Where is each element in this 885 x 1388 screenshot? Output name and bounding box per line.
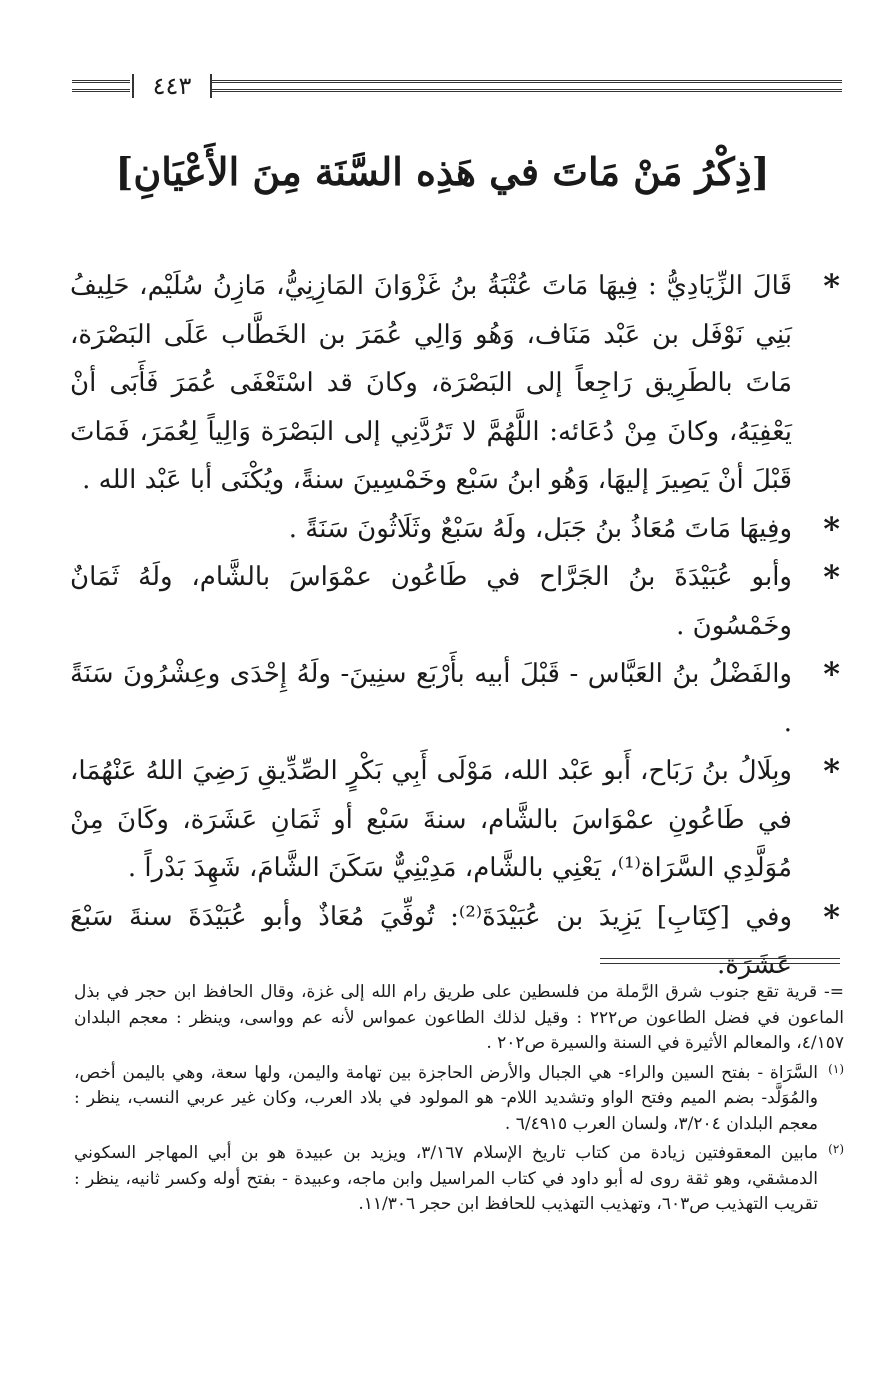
paragraph (70, 650, 840, 747)
paragraph-text: والفَضْلُ بنُ العَبَّاس - قَبْلَ أبيه بأَرْبَع سنِينَ- ولَهُ إِحْدَى وعِشْرُونَ سَنَةً . (70, 659, 792, 738)
paragraph-text: وفي [كِتَابِ] يَزِيدَ بن عُبَيْدَةَ⁽²⁾: تُوفِّيَ مُعَاذٌ وأبو عُبَيْدَةَ سنةَ سَبْعَ عَشَرَة. (70, 901, 792, 980)
asterisk-marker: * (823, 509, 840, 548)
header-rule-right (210, 80, 842, 92)
paragraph (70, 893, 840, 990)
footnote (74, 1141, 844, 1218)
asterisk-marker: * (823, 267, 840, 305)
footnote (74, 980, 844, 1057)
footnote-text: =- قرية تقع جنوب شرق الرَّملة من فلسطين على طريق رام الله إلى غزة، وقال الحافظ ابن حجر في بذل الماعون في فضل الطاعون ص٢٢٢ : وقيل لذلك الطاعون عمواس لأنه عم وواسى، وينظر : معجم البلدان ٤/١٥٧، والمعالم الأثيرة في السنة والسيرة ص٢٠٢ . (74, 982, 844, 1053)
section-title: [ذِكْرُ مَنْ مَاتَ في هَذِه السَّنَة مِنَ الأَعْيَانِ] (115, 149, 770, 194)
paragraph (70, 505, 840, 554)
footnote-separator (600, 958, 840, 959)
paragraph (70, 262, 840, 505)
asterisk-marker: * (823, 752, 840, 790)
footnote-separator (600, 963, 840, 964)
header-rule-left (72, 80, 130, 92)
paragraph (70, 747, 840, 893)
paragraph-text: وبِلَالُ بنُ رَبَاح، أَبو عَبْد الله، مَوْلَى أَبِي بَكْرٍ الصِّدِّيقِ رَضِيَ اللهُ عَنْهُمَا، في طَاعُونِ عمْوَاسَ بالشَّام، سنةَ سَبْع أو ثَمَانِ عَشَرَة، وكَانَ مِنْ مُوَلَّدِي السَّرَاة⁽¹⁾، يَعْنِي بالشَّام، مَدِيْنِيٌّ سَكَنَ الشَّامَ، شَهِدَ بَدْراً . (70, 756, 792, 883)
asterisk-marker: * (823, 897, 840, 936)
footnote (74, 1061, 844, 1138)
asterisk-marker: * (823, 558, 840, 596)
page-number: ٤٤٣ (152, 72, 192, 100)
paragraph (70, 553, 840, 650)
footnotes (74, 980, 844, 1222)
paragraph-text: وأبو عُبَيْدَةَ بنُ الجَرَّاح في طَاعُون عمْوَاسَ بالشَّام، ولَهُ ثَمَانٌ وخَمْسُونَ . (70, 562, 792, 641)
footnote-text: مابين المعقوفتين زيادة من كتاب تاريخ الإسلام ٣/١٦٧، ويزيد بن عبيدة هو بن أبي المهاجر السكوني الدمشقي، وهو ثقة روى له أبو داود في كتاب المراسيل وابن ماجه، وعبيدة - بفتح أوله وكسر ثانيه، ينظر : تقريب التهذيب ص٦٠٣، وتهذيب التهذيب للحافظ ابن حجر ١١/٣٠٦. (74, 1143, 819, 1214)
paragraph-text: قَالَ الزِّيَادِيُّ : فِيهَا مَاتَ عُتْبَةُ بنُ غَزْوَانَ المَازِنِيُّ، مَازِنُ سُلَيْم، حَلِيفُ بَنِي نَوْفَل بن عَبْد مَنَاف، وَهُو وَالِي عُمَرَ بن الخَطَّاب عَلَى البَصْرَة، مَاتَ بالطَرِيق رَاجِعاً إلى البَصْرَة، وكانَ قد اسْتَعْفَى عُمَرَ فَأَبَى أنْ يَعْفِيَهُ، وكانَ مِنْ دُعَائه: اللَّهُمَّ لا تَرُدَّنِي إلى البَصْرَة وَالِياً لِعُمَرَ، فَمَاتَ قَبْلَ أنْ يَصِيرَ إليهَا، وَهُو ابنُ سَبْع وخَمْسِينَ سنةً، ويُكْنَى أبا عَبْد الله . (70, 271, 792, 495)
paragraph-text: وفِيهَا مَاتَ مُعَاذُ بنُ جَبَل، ولَهُ سَبْعٌ وثَلَاثُونَ سَنَةً . (288, 513, 792, 544)
footnote-marker: (١) (828, 1061, 844, 1076)
asterisk-marker: * (823, 655, 840, 693)
footnote-marker: (٢) (828, 1142, 844, 1156)
main-text (70, 262, 840, 990)
footnote-text: السَّرَاة - بفتح السين والراء- هي الجبال والأرض الحاجزة بين تهامة واليمن، ولها سعة، وهي باليمن أخص، والمُوَلَّد- بضم الميم وفتح الواو وتشديد اللام- هو المولود في بلاد العرب، وكان غير عربي النسب، ينظر : معجم البلدان ٣/٢٠٤، ولسان العرب ٦/٤٩١٥ . (74, 1062, 818, 1134)
